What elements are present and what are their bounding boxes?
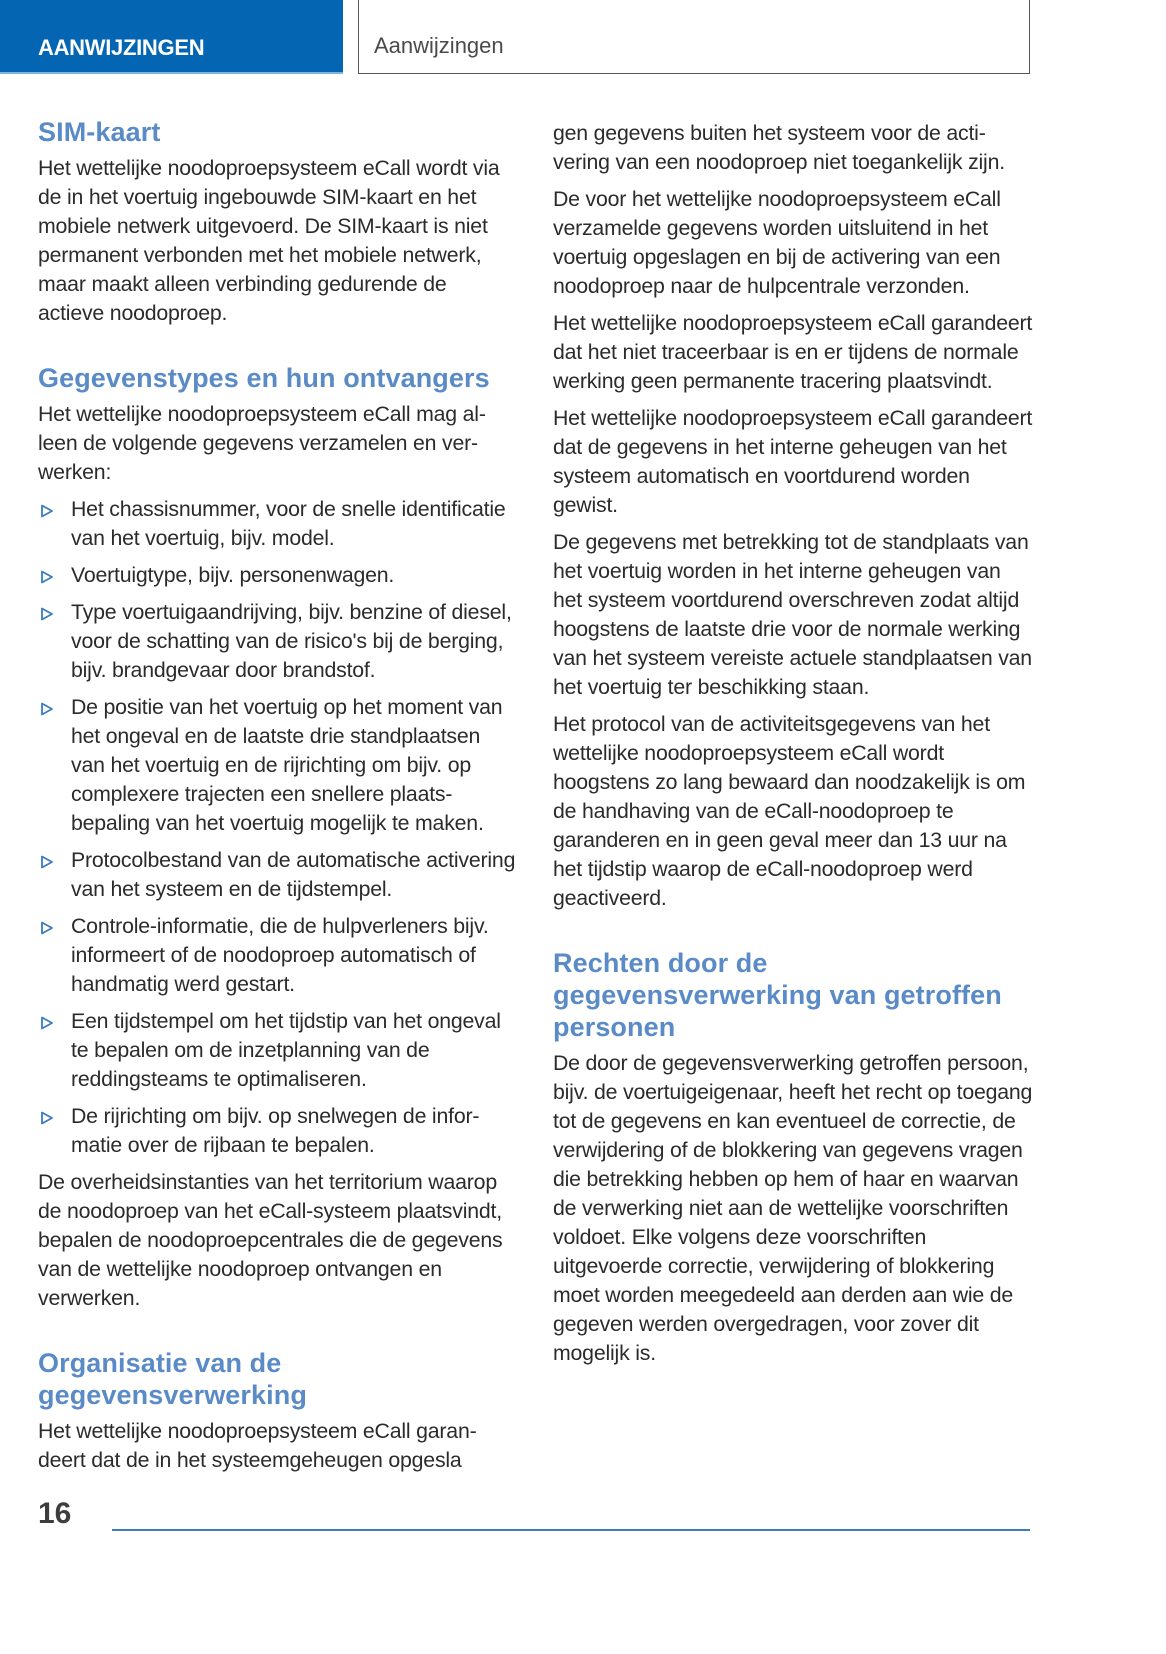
heading-gegevenstypes: Gegevenstypes en hun ontvangers [38,363,490,393]
section-organisatie [38,1347,516,1475]
section-rechten [553,947,1035,1368]
paragraph: Het wettelijke noodoproepsysteem eCall mag alleen de volgende gegevens verzamelen en verwerken: [38,402,486,484]
list-item: Type voertuigaandrijving, bijv. benzine of diesel, voor de schatting van de risico's bij de berging, bijv. brandgevaar door brandstof. [38,598,516,685]
paragraph: Het protocol van de activiteitsgegevens van het wettelijke noodoproepsysteem eCall wordt hoogstens zo lang bewaard dan noodzakelijk is om de handhaving van de eCall-noodoproep te garanderen en in geen geval meer dan 13 uur na het tijdstip waarop de eCall-noodoproep werd geactiveerd. [553,712,1026,910]
paragraph: De overheidsinstanties van het territorium waarop de noodoproep van het eCall-systeem plaatsvindt, bepalen de noodoproepcentrales die de gegevens van de wettelijke noodoproep ontvangen en verwerken. [38,1170,503,1310]
page-number: 16 [38,1497,72,1530]
section-gegevenstypes [38,362,516,1313]
list-item: Een tijdstempel om het tijdstip van het ongeval te bepalen om de inzetplanning van de reddingsteams te optimaliseren. [38,1007,516,1094]
heading-rechten: Rechten door de gegevensverwerking van getroffen personen [553,948,1002,1042]
chapter-title: Aanwijzingen [374,33,504,58]
chapter-header [358,0,1030,74]
left-column [38,116,516,1483]
section-tab-label: AANWIJZINGEN [38,35,205,60]
list-item: De positie van het voertuig op het moment van het ongeval en de laatste drie standplaatsen van het voertuig en de rijrichting om bijv. op complexere trajecten een snellere plaatsbepaling van het voertuig mogelijk te maken. [38,693,516,838]
right-column [553,119,1035,1376]
paragraph: gen gegevens buiten het systeem voor de activering van een noodoproep niet toegankelijk zijn. [553,121,1005,174]
paragraph: Het wettelijke noodoproepsysteem eCall garandeert dat de gegevens in het interne geheugen van het systeem automatisch en voortdurend worden gewist. [553,406,1033,517]
list-item: De rijrichting om bijv. op snelwegen de informatie over de rijbaan te bepalen. [38,1102,516,1160]
heading-organisatie: Organisatie van de gegevensverwerking [38,1348,307,1410]
paragraph: Het wettelijke noodoproepsysteem eCall garandeert dat het niet traceerbaar is en er tijdens de normale werking geen permanente tracering plaatsvindt. [553,311,1033,393]
heading-sim-kaart: SIM-kaart [38,117,161,147]
section-sim-kaart [38,116,516,328]
list-item: Voertuigtype, bijv. personenwagen. [38,561,516,590]
list-item: Controle-informatie, die de hulpverleners bijv. informeert of de noodoproep automatisch of handmatig werd gestart. [38,912,516,999]
paragraph: Het wettelijke noodoproepsysteem eCall wordt via de in het voertuig ingebouwde SIM-kaart en het mobiele netwerk uitgevoerd. De SIM-kaart is niet permanent verbonden met het mobiele netwerk, maar maakt alleen verbinding gedurende de actieve noodoproep. [38,156,500,325]
paragraph: Het wettelijke noodoproepsysteem eCall garandeert dat de in het systeemgeheugen opgesla [38,1419,477,1472]
list-item: Protocolbestand van de automatische activering van het systeem en de tijdstempel. [38,846,516,904]
paragraph: De voor het wettelijke noodoproepsysteem eCall verzamelde gegevens worden uitsluitend in het voertuig opgeslagen en bij de activering van een noodoproep naar de hulpcentrale verzonden. [553,187,1001,298]
list-item: Het chassisnummer, voor de snelle identificatie van het voertuig, bijv. model. [38,495,516,553]
section-tab [0,0,343,74]
data-types-list [38,495,516,1160]
footer-rule [112,1529,1030,1531]
paragraph: De gegevens met betrekking tot de standplaats van het voertuig worden in het interne geheugen van het systeem voortdurend overschreven zodat altijd hoogstens de laatste drie voor de normale werking van het systeem vereiste actuele standplaatsen van het voertuig ter beschikking staan. [553,530,1032,699]
paragraph: De door de gegevensverwerking getroffen persoon, bijv. de voertuigeigenaar, heeft het recht op toegang tot de gegevens en kan eventueel de correctie, de verwijdering of de blokkering van gegevens vragen die betrekking hebben op hem of haar en waarvan de verwerking niet aan de wettelijke voorschriften voldoet. Elke volgens deze voorschriften uitgevoerde correctie, verwijdering of blokkering moet worden meegedeeld aan derden aan wie de gegeven werden overgedragen, voor zover dit mogelijk is. [553,1051,1033,1365]
